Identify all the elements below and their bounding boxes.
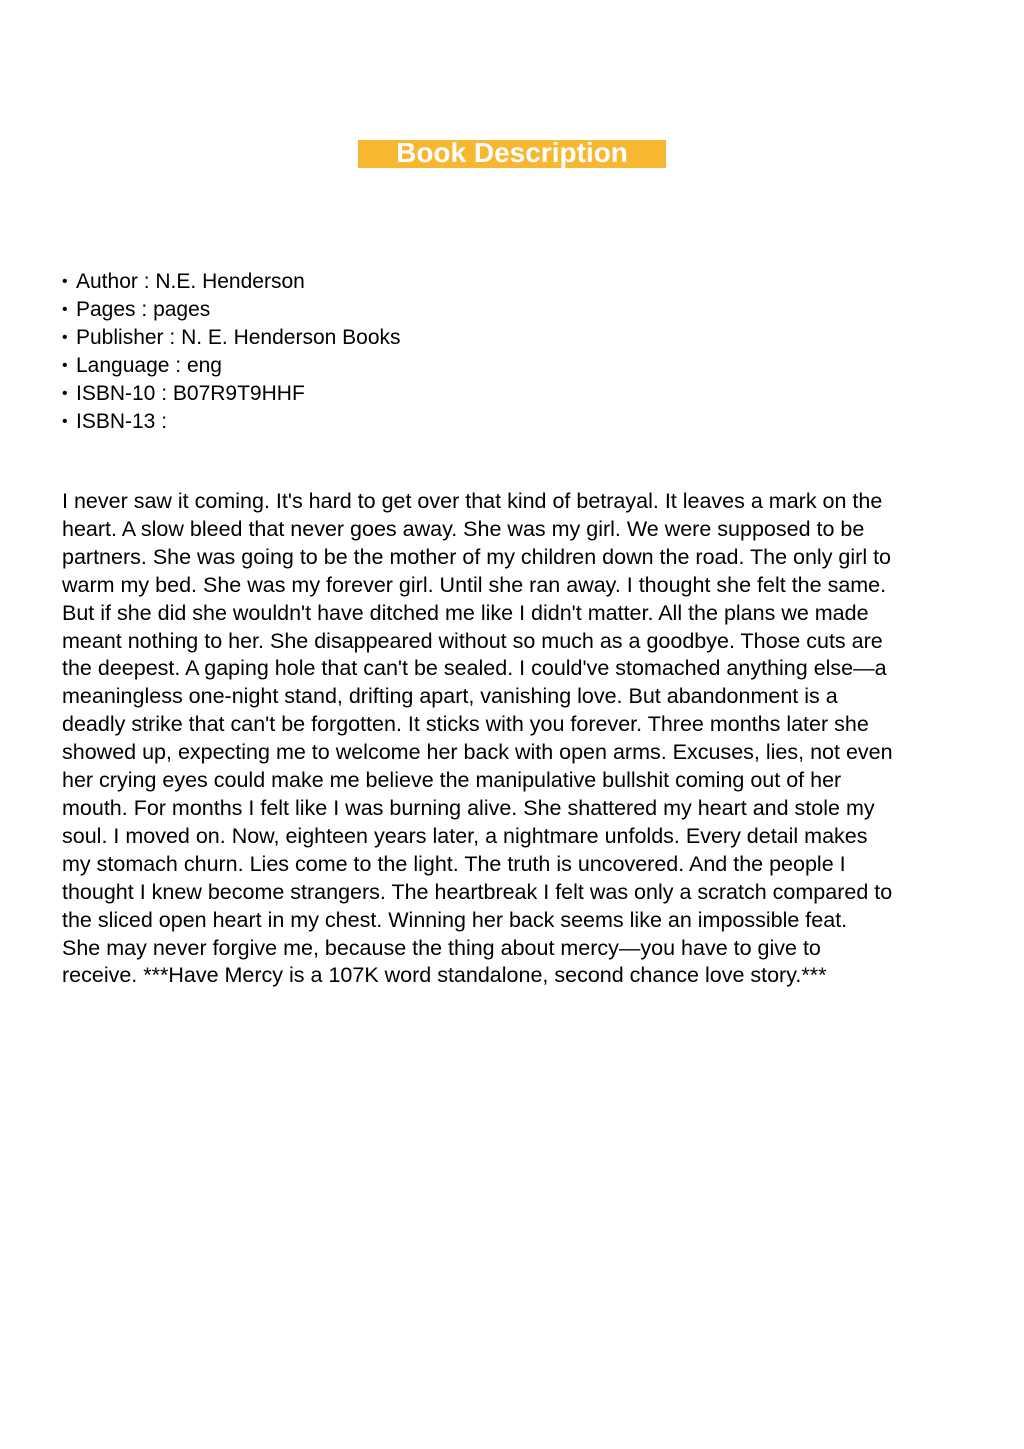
meta-label: ISBN-13 xyxy=(76,410,156,433)
meta-value: pages xyxy=(153,298,211,321)
meta-item-language: • Language : eng xyxy=(62,352,401,380)
meta-label: Language xyxy=(76,354,170,377)
meta-item-pages: • Pages : pages xyxy=(62,296,401,324)
meta-item-publisher: • Publisher : N. E. Henderson Books xyxy=(62,324,401,352)
meta-label: Author xyxy=(76,270,138,293)
bullet-icon: • xyxy=(62,273,68,290)
page-title: Book Description xyxy=(358,140,666,168)
bullet-icon: • xyxy=(62,301,68,318)
meta-item-isbn10: • ISBN-10 : B07R9T9HHF xyxy=(62,380,401,408)
meta-value: N.E. Henderson xyxy=(155,270,305,293)
bullet-icon: • xyxy=(62,413,68,430)
meta-value: B07R9T9HHF xyxy=(172,382,305,405)
bullet-icon: • xyxy=(62,329,68,346)
book-description-text: I never saw it coming. It's hard to get over that kind of betrayal. It leaves a mark on the heart. A slow bleed that never goes away. She was my girl. We were supposed to be partners. She was going to be the mother of my children down the road. The only girl to warm my bed. She was my forever girl. Until she ran away. I thought she felt the same. But if she did she wouldn't have ditched me like I didn't matter. All the plans we made meant nothing to her. She disappeared without so much as a goodbye. Those cuts are the deepest. A gaping hole that can't be sealed. I could've stomached anything else—a meaningless one-night stand, drifting apart, vanishing love. But abandonment is a deadly strike that can't be forgotten. It sticks with you forever. Three months later she showed up, expecting me to welcome her back with open arms. Excuses, lies, not even her crying eyes could make me believe the manipulative bullshit coming out of her mouth. For months I felt like I was burning alive. She shattered my heart and stole my soul. I moved on. Now, eighteen years later, a nightmare unfolds. Every detail makes my stomach churn. Lies come to the light. The truth is uncovered. And the people I thought I knew become strangers. The heartbreak I felt was only a scratch compared to the sliced open heart in my chest. Winning her back seems like an impossible feat. She may never forgive me, because the thing about mercy—you have to give to receive. ***Have Mercy is a 107K word standalone, second chance love story.*** xyxy=(62,489,893,988)
bullet-icon: • xyxy=(62,357,68,374)
meta-item-isbn13: • ISBN-13 : xyxy=(62,408,401,436)
meta-value: N. E. Henderson Books xyxy=(181,326,401,349)
meta-label: Publisher xyxy=(76,326,164,349)
meta-label: ISBN-10 xyxy=(76,382,156,405)
title-container xyxy=(0,137,1024,168)
bullet-icon: • xyxy=(62,385,68,402)
book-metadata-list xyxy=(62,268,401,436)
meta-label: Pages xyxy=(76,298,136,321)
meta-value: eng xyxy=(186,354,222,377)
meta-item-author: • Author : N.E. Henderson xyxy=(62,268,401,296)
